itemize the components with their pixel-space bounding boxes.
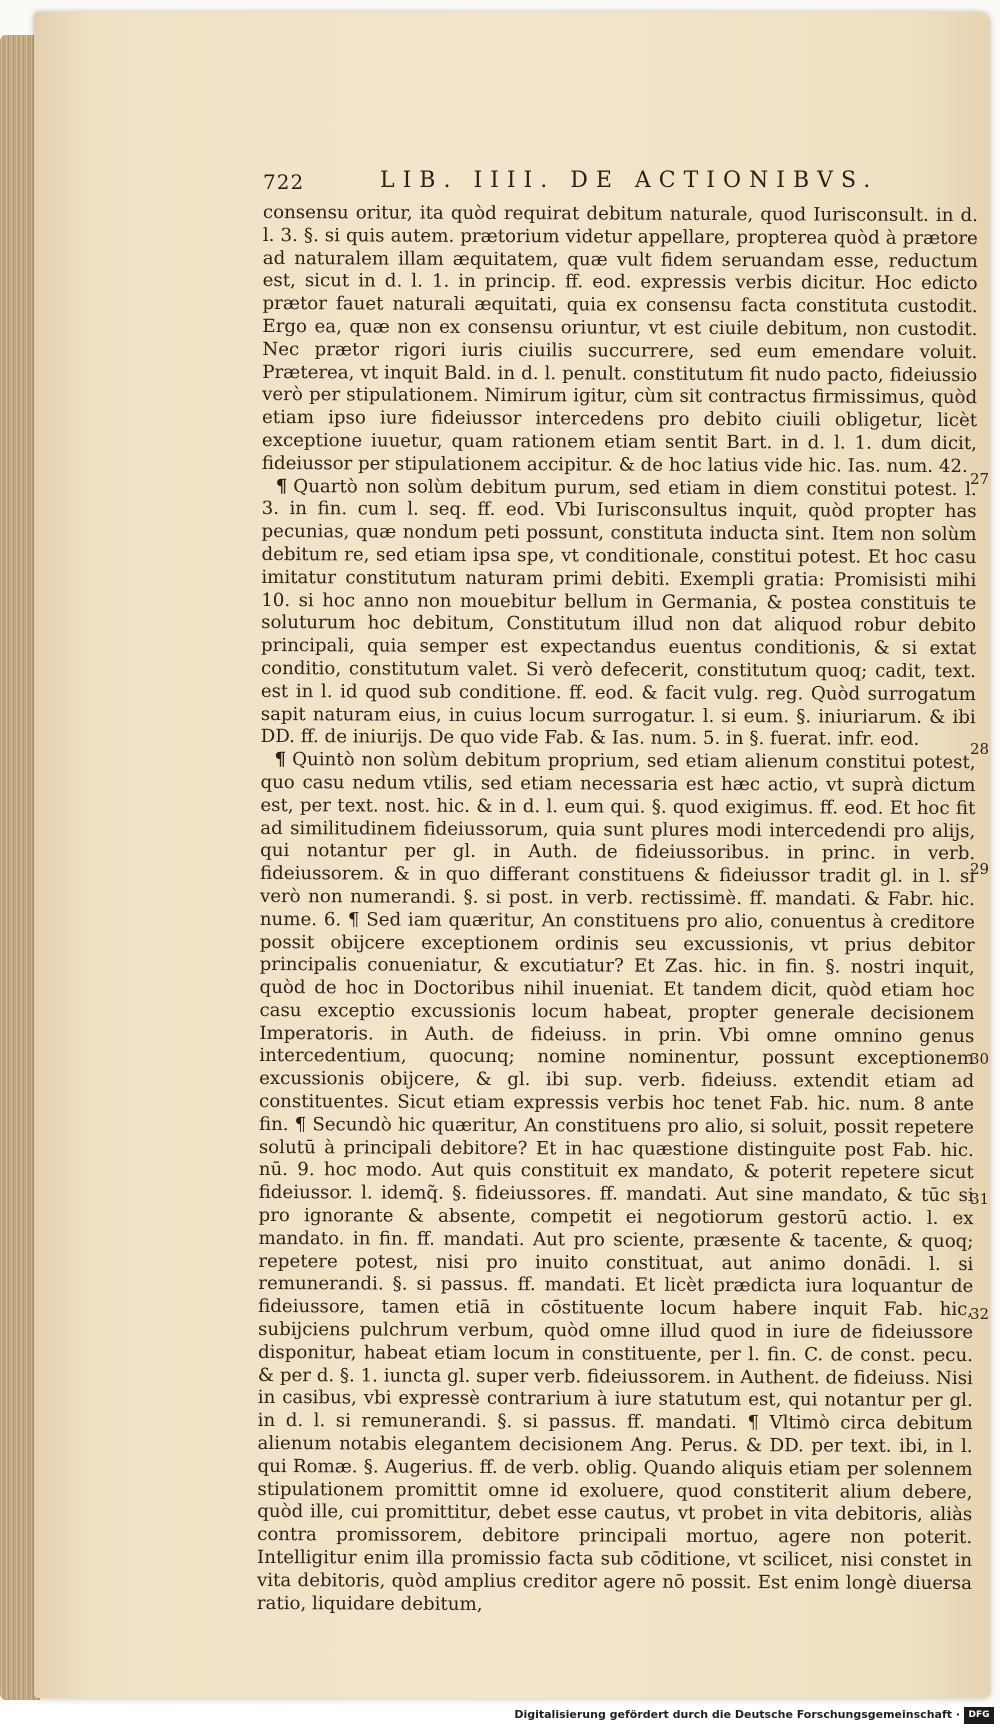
- funding-credit: Digitalisierung gefördert durch die Deutsche Forschungsgemeinschaft ·: [514, 1708, 960, 1721]
- pilcrow-mark: ¶: [274, 749, 287, 771]
- page-number: 722: [263, 170, 305, 194]
- margin-number: 31: [970, 1190, 990, 1208]
- paragraph-1: [262, 202, 978, 479]
- pilcrow-mark: ¶: [275, 475, 288, 497]
- text-block: [257, 202, 978, 1619]
- margin-number: 32: [970, 1305, 990, 1323]
- margin-number: 28: [970, 740, 990, 758]
- paragraph-text: consensu oritur, ita quòd requirat debitum naturale, quod Iurisconsult. in d. l. 3. §. si quis autem. prætorium videtur appellare, propterea quòd à prætore ad naturalem illam æquitatem, quæ vult fidem seruandam esse, reductum est, sicut in d. l. 1. in princip. ff. eod. expressis verbis dicitur. Hoc edicto prætor fauet naturali æquitati, quia ex consensu facta constituta custodit. Ergo ea, quæ non ex consensu oriuntur, vt est ciuile debitum, non custodit. Nec prætor rigori iuris ciuilis succurrere, sed eum emendare voluit. Præterea, vt inquit Bald. in d. l. penult. constitutum fit nudo pacto, fideiussio verò per stipulationem. Nimirum igitur, cùm sit contractus firmissimus, quòd etiam ipso iure fideiussor intercedens pro debito ciuili obligetur, licèt exceptione iuuetur, quam rationem etiam sentit Bart. in d. l. 1. dum dicit, fideiussor per stipulationem accipitur. & de hoc latius vide hic. Ias. num. 42.: [261, 202, 978, 477]
- dfg-logo-icon: DFG: [964, 1707, 994, 1724]
- margin-number: 27: [970, 470, 990, 488]
- running-title: LIB. IIII. DE ACTIONIBVS.: [380, 168, 879, 193]
- margin-number: 30: [970, 1050, 990, 1068]
- paragraph-text: Quintò non solùm debitum proprium, sed etiam alienum constitui potest, quo casu nedum vtilis, sed etiam necessaria est hæc actio, vt suprà dictum est, per text. nost. hic. & in d. l. eum qui. §. quod exigimus. ff. eod. Et hoc fit ad similitudinem fideiussorum, quia sunt plures modi intercedendi pro alijs, qui notantur per gl. in Auth. de fideiussoribus. in princ. in verb. fideiussorem. & in quo differant constituens & fideiussor tradit gl. in l. si verò non numerandi. §. si post. in verb. rectissimè. ff. mandati. & Fabr. hic. nume. 6. ¶ Sed iam quæritur, An constituens pro alio, conuentus à creditore possit obijcere exceptionem ordinis seu excussionis, vt prius debitor principalis conueniatur, & excutiatur? Et Zas. hic. in fin. §. nostri inquit, quòd de hoc in Doctoribus nihil inueniat. Et tandem dicit, quòd etiam hoc casu exceptio excussionis locum habeat, propter generale decisionem Imperatoris. in Auth. de fideiuss. in prin. Vbi omne omnino genus intercedentium, quocunq; nomine nominentur, possunt exceptionem excussionis obijcere, & gl. ibi sup. verb. fideiuss. extendit etiam ad constituentes. Sicut etiam expressis verbis hoc tenet Fab. hic. num. 8 ante fin. ¶ Secundò hic quæritur, An constituens pro alio, si soluit, possit repetere solutū à principali debitore? Et in hac quæstione distinguite post Fab. hic. nū. 9. hoc modo. Aut quis constituit ex mandato, & poterit repetere sicut fideiussor. l. idemq̃. §. fideiussores. ff. mandati. Aut sine mandato, & tūc si pro ignorante & absente, competit ei negotiorum gestorū actio. l. ex mandato. in fin. ff. mandati. Aut pro sciente, præsente & tacente, & quoq; repetere potest, nisi pro inuito constituat, aut animo donādi. l. si remunerandi. §. si passus. ff. mandati. Et licèt prædicta iura loquantur de fideiussore, tamen etiā in cōstituente locum habere inquit Fab. hic, subijciens pulchrum verbum, quòd omne illud quod in iure de fideiussore disponitur, habeat etiam locum in constituente, per l. fin. C. de const. pecu. & per d. §. 1. iuncta gl. super verb. fideiussorem. in Authent. de fideiuss. Nisi in casibus, vbi expressè contrarium à iure statutum est, qui notantur per gl. in d. l. si remunerandi. §. si passus. ff. mandati. ¶ Vltimò circa debitum alienum notabis elegantem decisionem Ang. Perus. & DD. per text. ibi, in l. qui Romæ. §. Augerius. ff. de verb. oblig. Quando aliquis etiam per solennem stipulationem promittit omne id exoluere, quod constiterit alium debere, quòd ille, cui promittitur, debet esse cautus, vt probet in vita debitoris, aliàs contra promissorem, debitore principali mortuo, agere non poterit. Intelligitur enim illa promissio facta sub cōditione, vt scilicet, nisi constet in vita debitoris, quòd amplius creditor agere nō possit. Est enim longè diuersa ratio, liquidare debitum,: [256, 749, 976, 1615]
- paragraph-2: [261, 476, 977, 753]
- margin-number: 29: [970, 860, 990, 878]
- paragraph-3: [257, 749, 976, 1618]
- paragraph-text: Quartò non solùm debitum purum, sed etiam in diem constitui potest. l. 3. in fin. cum l. seq. ff. eod. Vbi Iurisconsultus inquit, quòd propter has pecunias, quæ nondum peti possunt, constituta inducta sint. Item non solùm debitum re, sed etiam ipsa spe, vt conditionale, constitui potest. Et hoc casu imitatur constitutum naturam primi debiti. Exempli gratia: Promisisti mihi 10. si hoc anno non mouebitur bellum in Germania, & postea constituis te soluturum hoc debitum, Constitutum illud non dat aliquod robur debito principali, quia semper est expectandus euentus conditionis, & si extat conditio, constitutum valet. Si verò defecerit, constitutum quoq; cadit, text. est in l. id quod sub conditione. ff. eod. & facit vulg. reg. Quòd surrogatum sapit naturam eius, in cuius locum surrogatur. l. si eum. §. iniuriarum. & ibi DD. ff. de iniurijs. De quo vide Fab. & Ias. num. 5. in §. fuerat. infr. eod.: [260, 475, 977, 751]
